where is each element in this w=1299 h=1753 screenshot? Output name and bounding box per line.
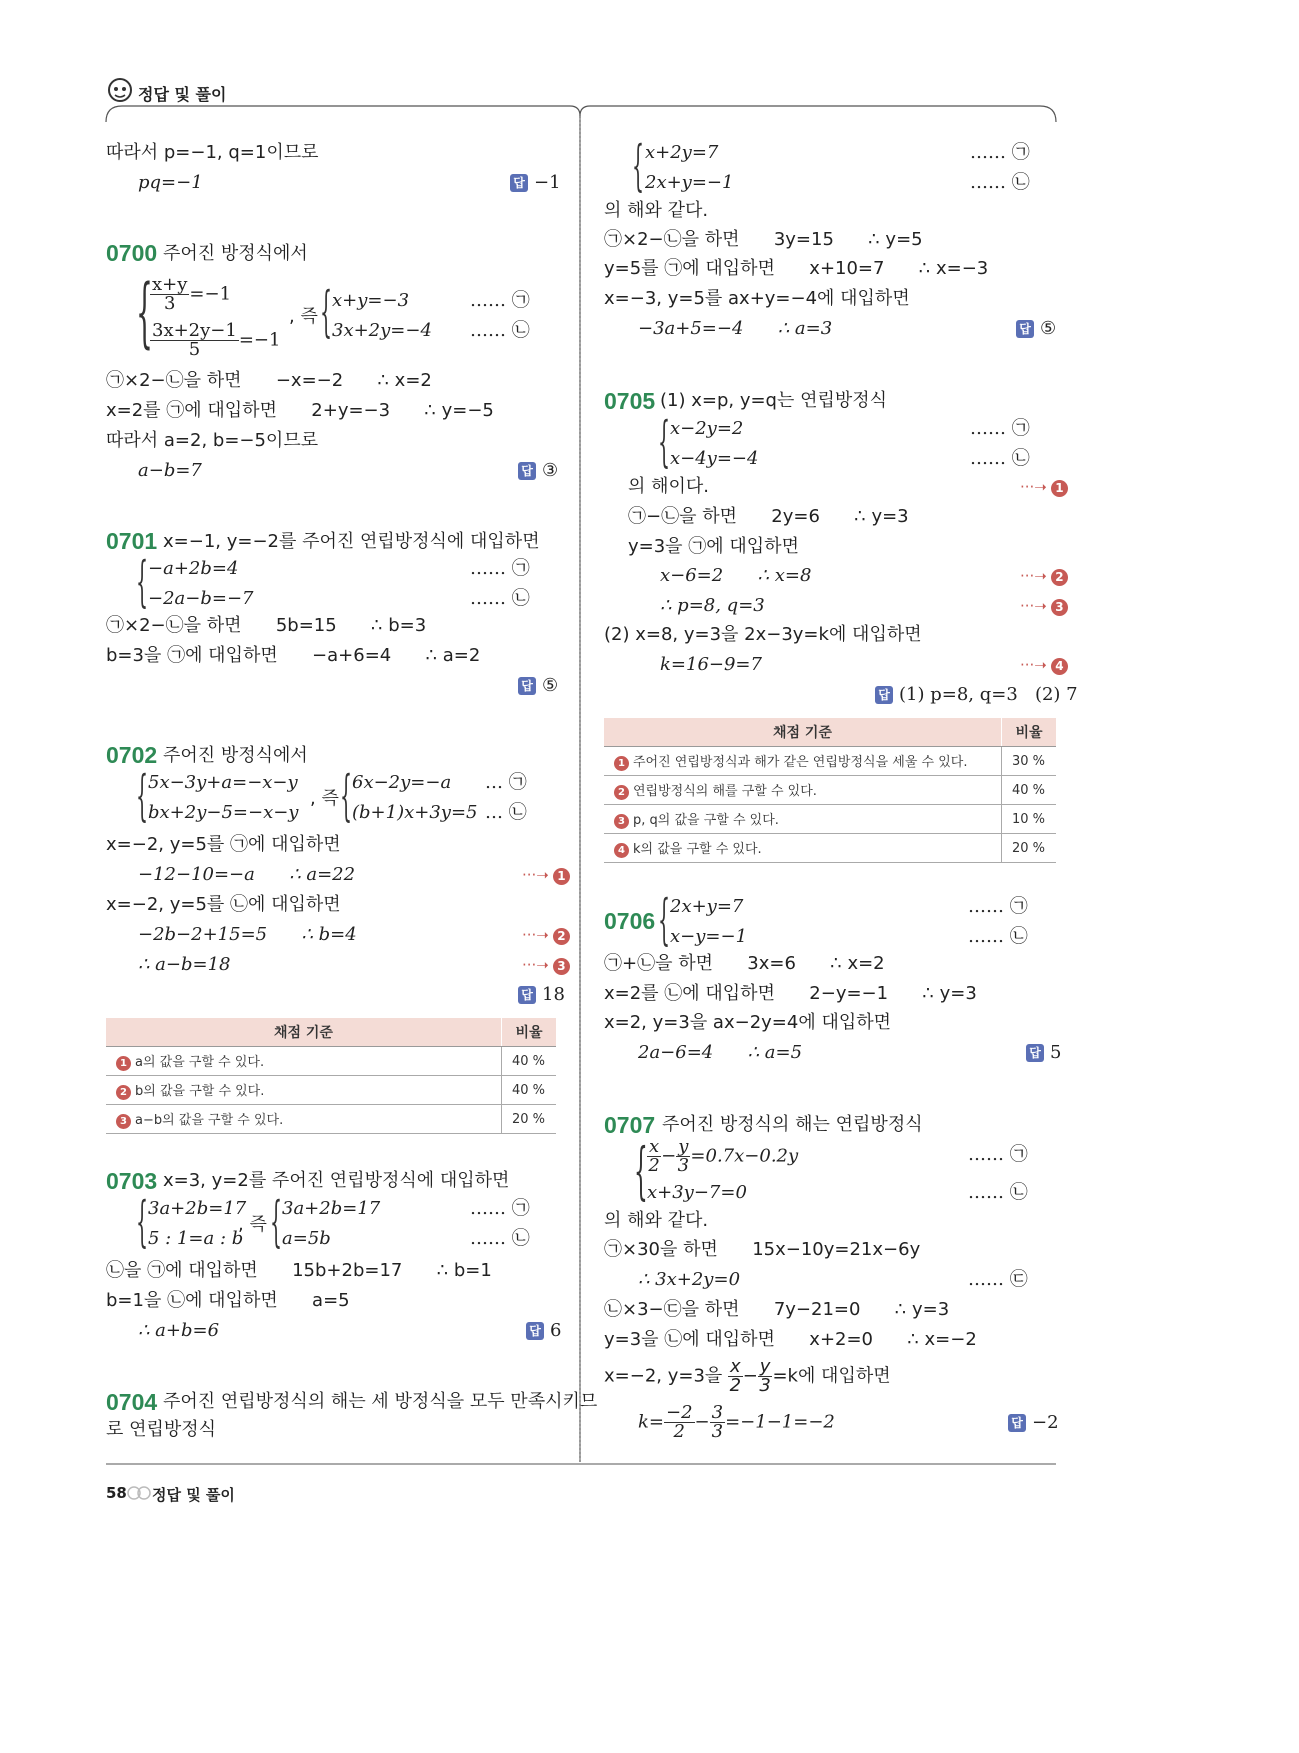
solution-line: 의 해와 같다.: [604, 1210, 709, 1231]
answer-badge: 답: [526, 1322, 544, 1340]
marker: …… ㉠: [970, 418, 1030, 439]
table-row: 3 p, q의 값을 구할 수 있다. 10 %: [604, 805, 1056, 834]
solution-line: x=−2, y=5를 ㉠에 대입하면: [106, 834, 341, 855]
solution-line: ㉡을 ㉠에 대입하면 15b+2b=17 ∴ b=1: [106, 1260, 492, 1281]
comma-jeuk: , 즉: [238, 1214, 267, 1235]
equation: 3x+2y=−4: [332, 320, 432, 341]
brace: {: [320, 280, 333, 343]
footer-title: 정답 및 풀이: [152, 1486, 235, 1504]
solution-line: x=−2, y=5를 ㉡에 대입하면: [106, 894, 341, 915]
fraction-1: $\frac{x+y}{3}$ =−1: [152, 274, 232, 314]
solution-line: ㉠×2−㉡을 하면 5b=15 ∴ b=3: [106, 615, 427, 636]
brace: {: [658, 410, 671, 473]
equation: x−2y=2: [670, 418, 744, 439]
marker: …… ㉠: [470, 290, 530, 311]
fraction-2: $\frac{3x+2y-1}{5}$ =−1: [152, 320, 281, 360]
solution-line: 따라서 a=2, b=−5이므로: [106, 430, 319, 451]
comma-jeuk: , 즉: [310, 788, 339, 809]
solution-line: ㉠×2−㉡을 하면 −x=−2 ∴ x=2: [106, 370, 432, 391]
answer-0706: 답 5: [1026, 1042, 1061, 1063]
brace: {: [634, 1134, 648, 1207]
intro-line-2: pq=−1: [138, 172, 203, 193]
brace: {: [340, 764, 353, 827]
problem-number-0706: 0706: [604, 908, 656, 934]
solution-line: −3a+5=−4 ∴ a=3: [638, 318, 833, 339]
equation: x+2y=7: [645, 142, 719, 163]
marker: …… ㉠: [968, 896, 1028, 917]
table-header: 비율: [502, 1018, 557, 1047]
step-marker: ···➝ 2: [1020, 567, 1068, 586]
solution-line: x=−2, y=3을 $\frac{x}{2}$ − $\frac{y}{3}$ =k에 대입하면: [604, 1356, 891, 1396]
solution-line: b=3을 ㉠에 대입하면 −a+6=4 ∴ a=2: [106, 645, 481, 666]
marker: …… ㉠: [470, 558, 530, 579]
solution-line: ∴ a−b=18: [138, 954, 231, 975]
problem-0700-head: 주어진 방정식에서: [163, 243, 308, 264]
marker: …… ㉡: [968, 1182, 1028, 1203]
solution-line: ∴ a+b=6: [138, 1320, 220, 1341]
solution-line: y=5를 ㉠에 대입하면 x+10=7 ∴ x=−3: [604, 258, 989, 279]
solution-line: ㉠×2−㉡을 하면 3y=15 ∴ y=5: [604, 229, 923, 250]
solution-line: ㉠+㉡을 하면 3x=6 ∴ x=2: [604, 953, 885, 974]
equation: 2x+y=7: [670, 896, 744, 917]
marker: …… ㉡: [470, 320, 530, 341]
answer-badge: 답: [875, 686, 893, 704]
intro-answer: 답 −1: [510, 172, 561, 193]
problem-number-0705: 0705: [604, 388, 656, 414]
grading-table-1: [106, 1018, 556, 1134]
solution-line: k=16−9=7: [660, 654, 762, 675]
problem-number-0700: 0700: [106, 240, 158, 266]
marker: …… ㉡: [970, 448, 1030, 469]
table-row: 4 k의 값을 구할 수 있다. 20 %: [604, 834, 1056, 863]
solution-line: b=1을 ㉡에 대입하면 a=5: [106, 1290, 350, 1311]
problem-number-0707: 0707: [604, 1112, 656, 1138]
brace: {: [270, 1190, 283, 1253]
step-marker: ···➝ 1: [1020, 478, 1068, 497]
page-number: 58: [106, 1484, 127, 1502]
solution-line: k= $\frac{-2}{2}$ − $\frac{3}{3}$ =−1−1=−2: [638, 1402, 835, 1442]
solution-line: ∴ p=8, q=3: [660, 595, 765, 616]
answer-badge: 답: [1016, 320, 1034, 338]
brace: {: [136, 1190, 149, 1253]
solution-line: ㉠×30을 하면 15x−10y=21x−6y: [604, 1239, 921, 1260]
answer-badge: 답: [1026, 1044, 1044, 1062]
solution-line: x−6=2 ∴ x=8: [660, 565, 812, 586]
problem-number-0702: 0702: [106, 742, 158, 768]
problem-0701-head: x=−1, y=−2를 주어진 연립방정식에 대입하면: [163, 531, 540, 552]
solution-line: 2a−6=4 ∴ a=5: [638, 1042, 803, 1063]
table-row: 2 b의 값을 구할 수 있다. 40 %: [106, 1076, 556, 1105]
equation: x−4y=−4: [670, 448, 759, 469]
solution-line: x=2를 ㉡에 대입하면 2−y=−1 ∴ y=3: [604, 983, 977, 1004]
solution-line: x=2, y=3을 ax−2y=4에 대입하면: [604, 1012, 891, 1033]
problem-0703-head: x=3, y=2를 주어진 연립방정식에 대입하면: [163, 1170, 510, 1191]
marker: …… ㉡: [968, 926, 1028, 947]
answer-0703: 답 6: [526, 1320, 561, 1341]
marker: …… ㉢: [968, 1269, 1028, 1290]
marker: …… ㉠: [470, 1198, 530, 1219]
answer-0705: 답 (1) p=8, q=3 (2) 7: [875, 684, 1078, 705]
brace: {: [632, 134, 645, 197]
solution-line: x=2를 ㉠에 대입하면 2+y=−3 ∴ y=−5: [106, 400, 494, 421]
brace: {: [136, 550, 149, 613]
table-header: 채점 기준: [604, 718, 1002, 747]
equation: x+3y−7=0: [647, 1182, 747, 1203]
step-marker: ···➝ 1: [522, 866, 570, 885]
table-row: 1 주어진 연립방정식과 해가 같은 연립방정식을 세울 수 있다. 30 %: [604, 747, 1056, 776]
table-header: 비율: [1002, 718, 1057, 747]
brace: {: [658, 888, 671, 951]
equation: x+y=−3: [332, 290, 410, 311]
problem-number-0701: 0701: [106, 528, 158, 554]
equation: 3a+2b=17: [282, 1198, 381, 1219]
marker: … ㉡: [485, 802, 527, 823]
marker: …… ㉠: [968, 1144, 1028, 1165]
answer-badge: 답: [510, 174, 528, 192]
marker: …… ㉡: [470, 588, 530, 609]
step-marker: ···➝ 3: [522, 956, 570, 975]
equation: x−y=−1: [670, 926, 748, 947]
problem-0704-head: 주어진 연립방정식의 해는 세 방정식을 모두 만족시키므: [163, 1391, 598, 1412]
equation: 5 : 1=a : b: [148, 1228, 244, 1249]
brace: {: [136, 764, 149, 827]
step-marker: ···➝ 3: [1020, 597, 1068, 616]
answer-0700: 답 ③: [518, 460, 558, 481]
problem-number-0704: 0704: [106, 1389, 158, 1415]
marker: …… ㉠: [970, 142, 1030, 163]
solution-line: (2) x=8, y=3을 2x−3y=k에 대입하면: [604, 624, 922, 645]
answer-badge: 답: [1008, 1414, 1026, 1432]
answer-badge: 답: [518, 677, 536, 695]
solution-line: ㉠−㉡을 하면 2y=6 ∴ y=3: [628, 506, 909, 527]
header-title: 정답 및 풀이: [138, 85, 227, 104]
solution-line: a−b=7: [138, 460, 202, 481]
answer-0701: 답 ⑤: [518, 675, 558, 696]
table-row: 2 연립방정식의 해를 구할 수 있다. 40 %: [604, 776, 1056, 805]
answer-0704: 답 ⑤: [1016, 318, 1056, 339]
equation: (b+1)x+3y=5: [352, 802, 478, 823]
solution-line: 의 해이다.: [628, 476, 709, 497]
equation: 6x−2y=−a: [352, 772, 452, 793]
marker: …… ㉡: [970, 172, 1030, 193]
answer-badge: 답: [518, 986, 536, 1004]
table-row: 3 a−b의 값을 구할 수 있다. 20 %: [106, 1105, 556, 1134]
marker: …… ㉡: [470, 1228, 530, 1249]
step-marker: ···➝ 4: [1020, 656, 1068, 675]
solution-line: −2b−2+15=5 ∴ b=4: [138, 924, 357, 945]
answer-badge: 답: [518, 462, 536, 480]
table-header: 채점 기준: [106, 1018, 502, 1047]
equation: −a+2b=4: [148, 558, 239, 579]
problem-0704-head-2: 로 연립방정식: [106, 1419, 217, 1440]
answer-0702: 답 18: [518, 984, 565, 1005]
intro-line-1: 따라서 p=−1, q=1이므로: [106, 142, 319, 163]
solution-line: −12−10=−a ∴ a=22: [138, 864, 356, 885]
brace: {: [136, 267, 153, 356]
comma-jeuk: , 즉: [289, 306, 318, 327]
equation: 5x−3y+a=−x−y: [148, 772, 298, 793]
grading-table-2: [604, 718, 1056, 863]
equation: −2a−b=−7: [148, 588, 254, 609]
problem-0705-head: (1) x=p, y=q는 연립방정식: [660, 390, 888, 411]
table-row: 1 a의 값을 구할 수 있다. 40 %: [106, 1047, 556, 1076]
step-marker: ···➝ 2: [522, 926, 570, 945]
fraction-equation: $\frac{x}{2}$ − $\frac{y}{3}$ =0.7x−0.2y: [648, 1136, 799, 1176]
equation: bx+2y−5=−x−y: [148, 802, 299, 823]
solution-line: y=3을 ㉠에 대입하면: [628, 536, 799, 557]
equation: 3a+2b=17: [148, 1198, 247, 1219]
problem-0707-head: 주어진 방정식의 해는 연립방정식: [662, 1114, 923, 1135]
answer-0707: 답 −2: [1008, 1412, 1059, 1433]
solution-line: y=3을 ㉡에 대입하면 x+2=0 ∴ x=−2: [604, 1329, 977, 1350]
marker: … ㉠: [485, 772, 527, 793]
solution-line: x=−3, y=5를 ax+y=−4에 대입하면: [604, 288, 910, 309]
problem-0702-head: 주어진 방정식에서: [163, 745, 308, 766]
equation: 2x+y=−1: [645, 172, 734, 193]
solution-line: ∴ 3x+2y=0: [638, 1269, 741, 1290]
equation: a=5b: [282, 1228, 331, 1249]
footer-logo-icon: [126, 1484, 152, 1502]
problem-number-0703: 0703: [106, 1168, 158, 1194]
solution-line: ㉡×3−㉢을 하면 7y−21=0 ∴ y=3: [604, 1299, 950, 1320]
solution-line: 의 해와 같다.: [604, 200, 709, 221]
